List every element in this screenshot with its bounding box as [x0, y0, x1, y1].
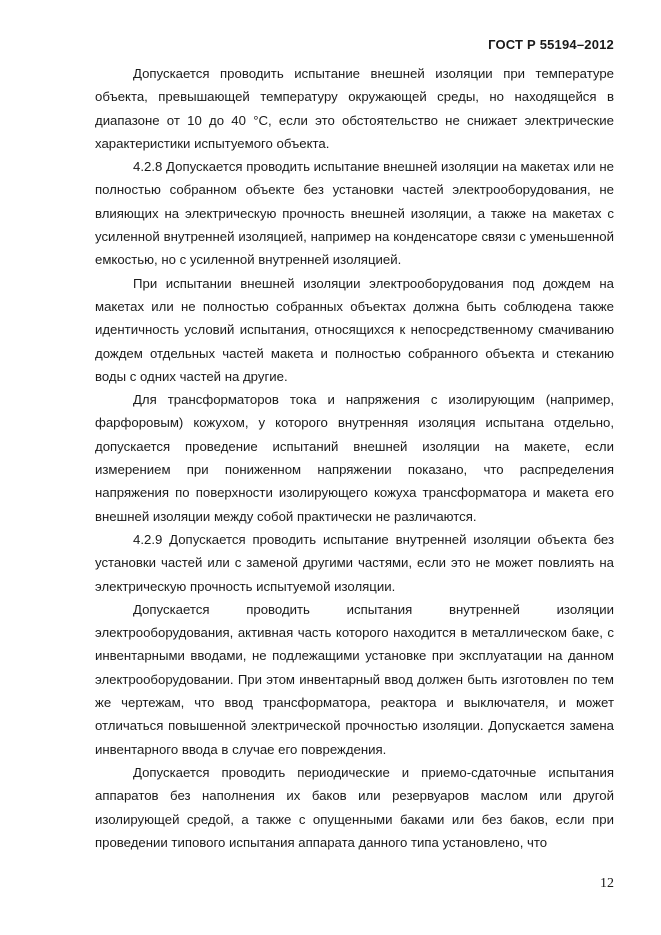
paragraph: При испытании внешней изоляции электрооборудования под дождем на макетах или не полностью собранных объектах должна быть соблюдена также идентичность условий испытания, относящихся к непосредственному смачиванию дождем отдельных частей макета и полностью собранного объекта и стеканию воды с одних частей на другие.: [95, 275, 614, 384]
paragraph: 4.2.9 Допускается проводить испытание внутренней изоляции объекта без установки частей или с заменой другими частями, если это не может повлиять на электрическую прочность испытуемой изоляции.: [95, 531, 614, 594]
page-number: 12: [600, 876, 614, 891]
paragraph: Допускается проводить испытание внешней изоляции при температуре объекта, превышающей температуру окружающей среды, но находящейся в диапазоне от 10 до 40 °С, если это обстоятельство не снижает электрические характеристики испытуемого объекта.: [95, 66, 614, 151]
paragraph: Для трансформаторов тока и напряжения с изолирующим (например, фарфоровым) кожухом, у которого внутренняя изоляция испытана отдельно, допускается проведение испытаний внешней изоляции на макете, если измерением при пониженном напряжении показано, что распределения напряжения по поверхности изолирующего кожуха трансформатора и макета его внешней изоляции между собой практически не различаются.: [95, 392, 614, 524]
document-header: ГОСТ Р 55194–2012: [488, 37, 614, 52]
paragraph: 4.2.8 Допускается проводить испытание внешней изоляции на макетах или не полностью собранном объекте без установки частей электрооборудования, не влияющих на электрическую прочность внешней изоляции, а также на макетах с усиленной внутренней изоляцией, например на конденсаторе связи с уменьшенной емкостью, но с усиленной внутренней изоляцией.: [95, 159, 614, 268]
document-body: [95, 62, 614, 854]
paragraph: Допускается проводить испытания внутренней изоляции электрооборудования, активная часть которого находится в металлическом баке, с инвентарными вводами, не подлежащими установке при эксплуатации на данном электрооборудовании. При этом инвентарный ввод должен быть изготовлен по тем же чертежам, что ввод трансформатора, реактора и выключателя, и может отличаться повышенной электрической прочностью изоляции. Допускается замена инвентарного ввода в случае его повреждения.: [95, 601, 614, 757]
paragraph: Допускается проводить периодические и приемо-сдаточные испытания аппаратов без наполнения их баков или резервуаров маслом или другой изолирующей средой, а также с опущенными баками или без баков, если при проведении типового испытания аппарата данного типа установлено, что: [95, 764, 614, 850]
